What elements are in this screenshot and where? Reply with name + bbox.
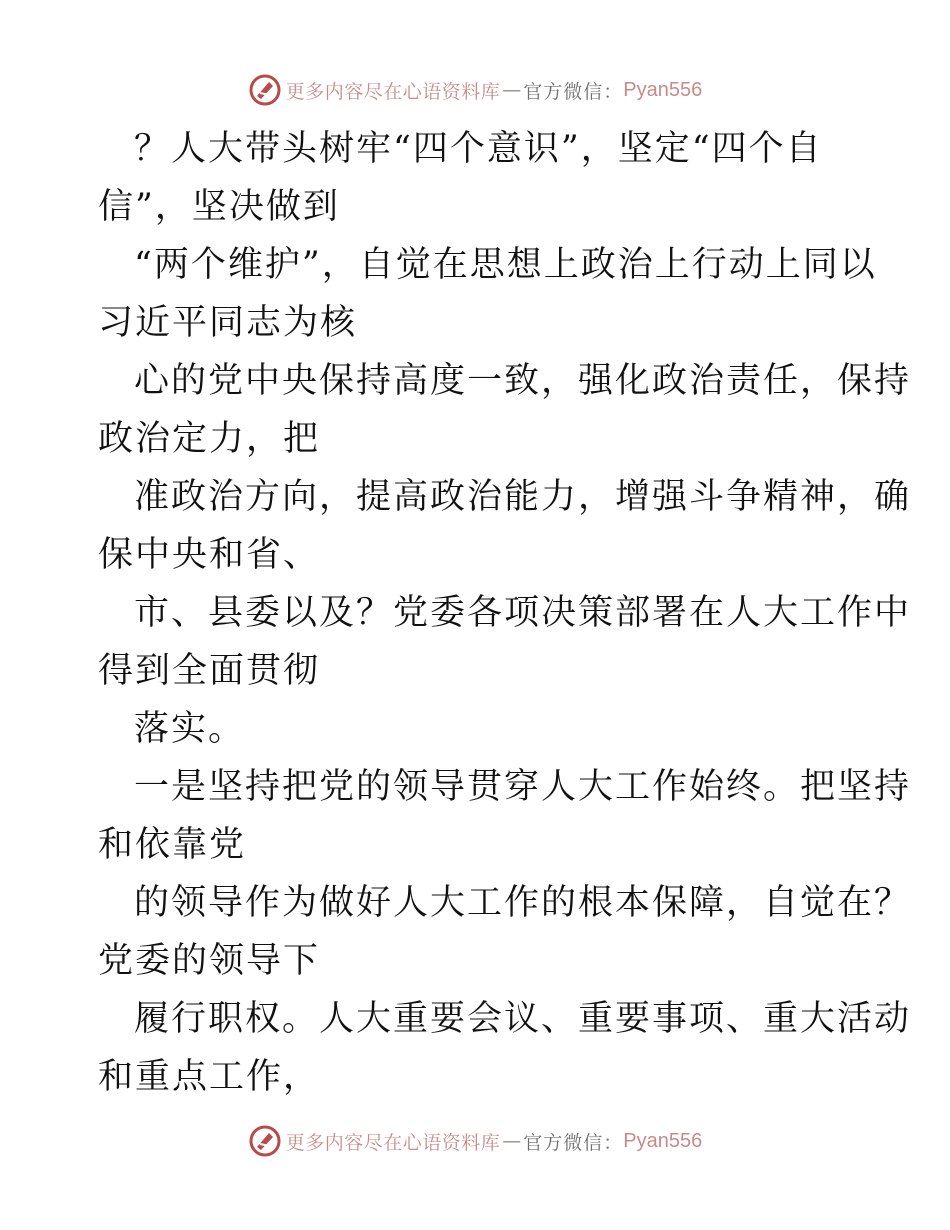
banner-dash: — [502,1130,522,1152]
banner-dash: — [502,79,522,101]
logo-icon [248,73,282,107]
text-line: ？人大带头树牢“四个意识”，坚定“四个自 [134,129,823,169]
banner-account-id: Pyan556 [623,78,703,101]
banner-account-id: Pyan556 [623,1129,703,1152]
text-line: 政治定力，把 [98,419,321,459]
text-line: “两个维护”，自觉在思想上政治上行动上同以 [134,245,877,285]
logo-icon [248,1124,282,1158]
text-line: 准政治方向，提高政治能力，增强斗争精神，确 [134,477,912,517]
text-line: 和重点工作， [98,1057,321,1097]
text-line: 习近平同志为核 [98,303,358,343]
text-line: 和依靠党 [98,825,247,865]
footer-watermark-banner [0,1121,950,1161]
text-line: 保中央和省、 [98,535,321,575]
banner-official-label: 官方微信： [523,1131,624,1154]
header-watermark-banner [0,70,950,110]
banner-official-label: 官方微信： [523,80,624,103]
text-line: 一是坚持把党的领导贯穿人大工作始终。把坚持 [134,767,912,807]
text-line: 信”，坚决做到 [98,187,340,227]
text-line: 得到全面贯彻 [98,651,321,691]
document-body [98,120,912,1106]
text-line: 市、县委以及？党委各项决策部署在人大工作中 [134,593,912,633]
text-line: 履行职权。人大重要会议、重要事项、重大活动 [134,999,912,1039]
text-line: 的领导作为做好人大工作的根本保障，自觉在？ [134,883,912,923]
banner-text: 更多内容尽在心语资料库 [285,1131,501,1154]
text-line: 落实。 [134,709,246,749]
banner-text: 更多内容尽在心语资料库 [285,80,501,103]
text-line: 党委的领导下 [98,941,321,981]
text-line: 心的党中央保持高度一致，强化政治责任，保持 [134,361,912,401]
